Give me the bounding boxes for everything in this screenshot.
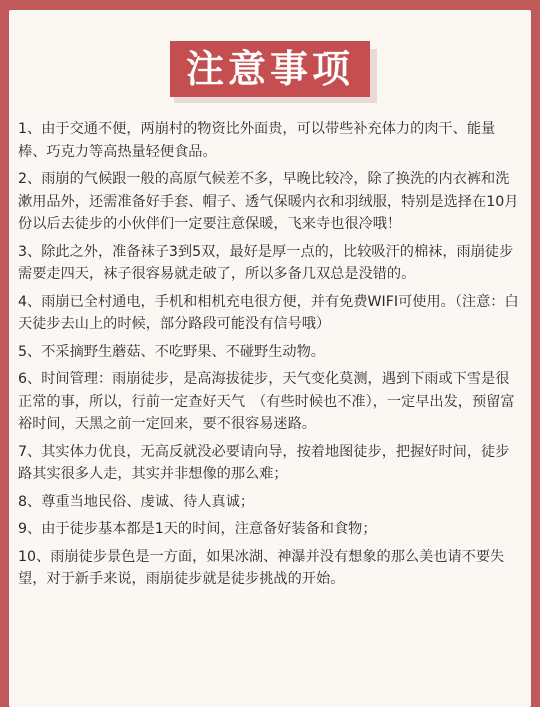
list-item: 5、不采摘野生蘑菇、不吃野果、不碰野生动物。 xyxy=(18,343,325,360)
list-item: 8、尊重当地民俗、虔诚、待人真诚； xyxy=(18,493,255,510)
list-item: 10、雨崩徒步景色是一方面，如果冰湖、神瀑并没有想象的那么美也请不要失望，对于新手来说，雨崩徒步就是徒步挑战的开始。 xyxy=(18,548,505,587)
list-item: 6、时间管理：雨崩徒步，是高海拔徒步，天气变化莫测，遇到下雨或下雪是很正常的事，所以，行前一定查好天气 （有些时候也不准），一定早出发，预留富裕时间，天黑之前一定回来，要不很容易迷路。 xyxy=(18,371,515,432)
page-title: 注意事项 xyxy=(170,41,370,97)
list-item: 1、由于交通不便，两崩村的物资比外面贵，可以带些补充体力的肉干、能量棒、巧克力等高热量轻便食品。 xyxy=(18,121,496,160)
list-item: 9、由于徒步基本都是1天的时间，注意备好装备和食物； xyxy=(18,521,377,537)
notes-list xyxy=(18,118,523,596)
list-item: 3、除此之外，准备袜子3到5双，最好是厚一点的，比较吸汗的棉袜，雨崩徒步需要走四天，袜子很容易就走破了，所以多备几双总是没错的。 xyxy=(18,243,514,282)
list-item: 2、雨崩的气候跟一般的高原气候差不多，早晚比较冷，除了换洗的内衣裤和洗漱用品外，还需准备好手套、帽子、透气保暖内衣和羽绒服，特别是选择在10月份以后去徒步的小伙伴们一定要注意保暖，飞来寺也很冷哦！ xyxy=(18,171,519,232)
list-item: 4、雨崩已全村通电，手机和相机充电很方便，并有免费WIFI可使用。（注意：白天徒步去山上的时候，部分路段可能没有信号哦） xyxy=(18,293,519,332)
list-item: 7、其实体力优良，无高反就没必要请向导，按着地图徒步，把握好时间，徒步路其实很多人走，其实并非想像的那么难； xyxy=(18,443,510,482)
title-banner xyxy=(158,33,393,106)
